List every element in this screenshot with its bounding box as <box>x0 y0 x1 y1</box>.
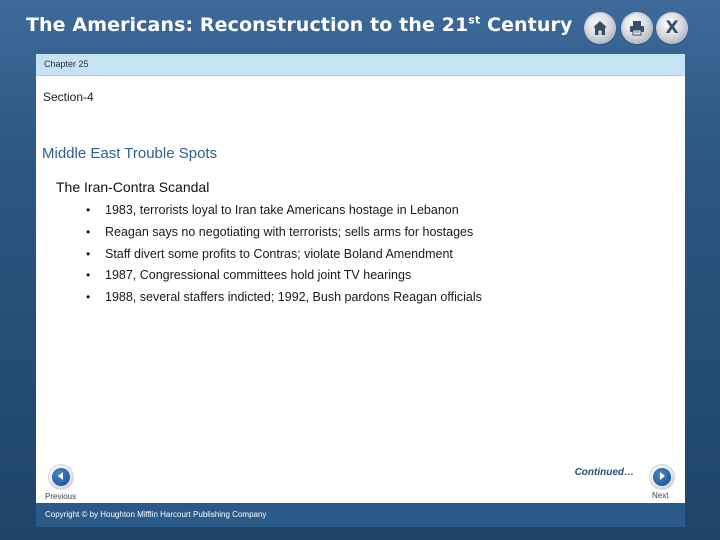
bullet-item: • 1987, Congressional committees hold joint TV hearings <box>86 265 482 287</box>
bullet-item: • 1983, terrorists loyal to Iran take Americans hostage in Lebanon <box>86 200 482 222</box>
close-icon: X <box>665 18 679 38</box>
chapter-bar <box>36 54 685 76</box>
bullet-list <box>86 200 482 309</box>
bullet-item: • Staff divert some profits to Contras; violate Boland Amendment <box>86 244 482 266</box>
chapter-label: Chapter 25 <box>44 59 89 69</box>
app-title: The Americans: Reconstruction to the 21st Century <box>26 13 573 36</box>
copyright-text: Copyright © by Houghton Mifflin Harcourt Publishing Company <box>45 510 267 519</box>
previous-label[interactable]: Previous <box>45 492 77 501</box>
next-label[interactable]: Next <box>652 491 669 500</box>
app-header <box>0 0 720 54</box>
bullet-item: • 1988, several staffers indicted; 1992, Bush pardons Reagan officials <box>86 287 482 309</box>
arrow-right-icon <box>657 468 667 486</box>
previous-button[interactable] <box>49 465 73 489</box>
slide-subhead: The Iran-Contra Scandal <box>56 179 210 195</box>
bullet-item: • Reagan says no negotiating with terrorists; sells arms for hostages <box>86 222 482 244</box>
footer-bar <box>36 503 685 527</box>
next-button[interactable] <box>650 465 674 489</box>
print-button[interactable] <box>622 13 652 43</box>
continued-label: Continued… <box>574 467 634 478</box>
print-icon <box>628 19 646 37</box>
slide-content <box>36 54 685 503</box>
slide-title: Middle East Trouble Spots <box>42 145 218 162</box>
home-button[interactable] <box>585 13 615 43</box>
section-label: Section-4 <box>43 90 94 104</box>
close-button[interactable] <box>657 13 687 43</box>
home-icon <box>591 19 609 37</box>
arrow-left-icon <box>56 468 66 486</box>
